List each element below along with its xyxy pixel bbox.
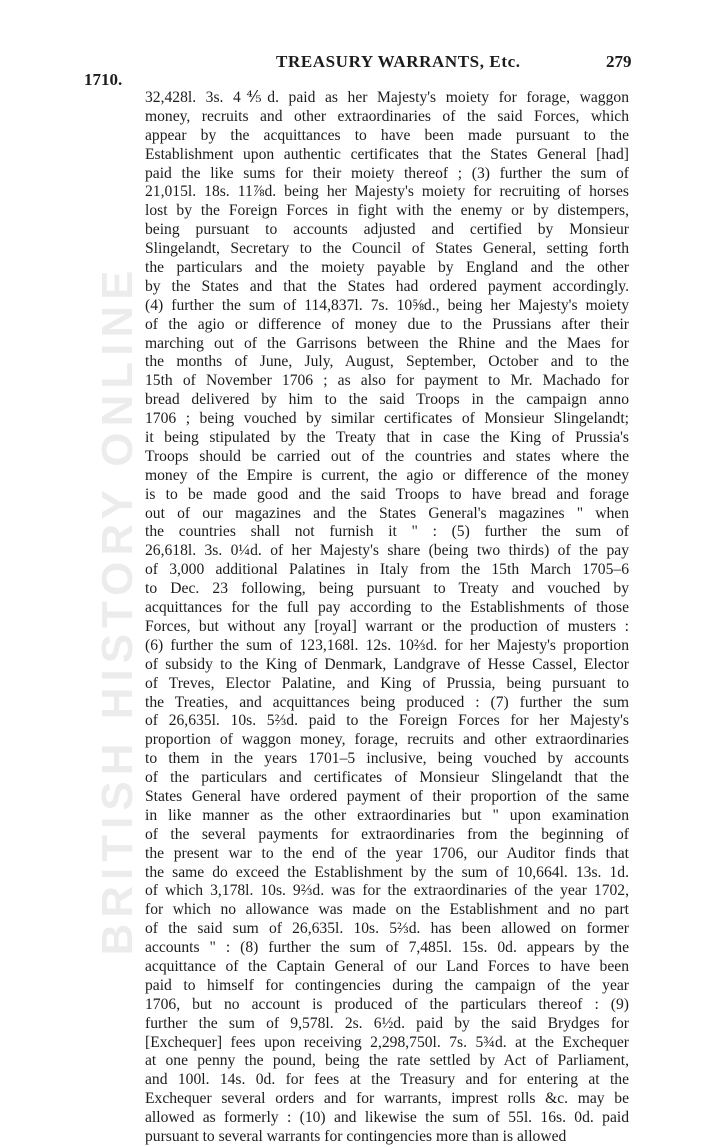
text-line: further the sum of 9,578l. 2s. 6½d. paid by the said Brydges for bbox=[145, 1014, 629, 1032]
text-line: of the agio or difference of money due to the Prussians after their bbox=[145, 315, 629, 333]
text-line: at one penny the pound, being the rate settled by Act of Parliament, bbox=[145, 1052, 629, 1070]
text-line: the countries shall not furnish it " : (5) further the sum of bbox=[145, 523, 629, 541]
text-line: acquittance of the Captain General of our Land Forces to have been bbox=[145, 957, 629, 975]
text-line: and 100l. 14s. 0d. for fees at the Treasury and for entering at the bbox=[145, 1071, 629, 1089]
text-line: pursuant to several warrants for contingencies more than is allowed bbox=[145, 1127, 567, 1145]
text-line: (4) further the sum of 114,837l. 7s. 10⅝d., being her Majesty's moiety bbox=[145, 296, 629, 314]
text-line: of the said sum of 26,635l. 10s. 5⅔d. has been allowed on former bbox=[145, 920, 629, 938]
text-line: (6) further the sum of 123,168l. 12s. 10⅔d. for her Majesty's proportion bbox=[145, 636, 629, 654]
text-line: being pursuant to accounts adjusted and certified by Monsieur bbox=[145, 221, 629, 239]
text-line: bread delivered by him to the said Troops in the campaign anno bbox=[145, 391, 629, 409]
text-line: of 3,000 additional Palatines in Italy from the 15th March 1705–6 bbox=[145, 561, 629, 579]
text-line: of subsidy to the King of Denmark, Landgrave of Hesse Cassel, Elector bbox=[145, 655, 629, 673]
text-line: money of the Empire is current, the agio or difference of the money bbox=[145, 466, 629, 484]
margin-year: 1710. bbox=[84, 70, 123, 89]
page-number: 279 bbox=[606, 52, 632, 71]
text-line: 15th of November 1706 ; as also for payment to Mr. Machado for bbox=[145, 372, 629, 390]
text-line: Exchequer several orders and for warrants, imprest rolls &c. may be bbox=[145, 1090, 629, 1108]
text-line: of 26,635l. 10s. 5⅔d. paid to the Foreign Forces for her Majesty's bbox=[145, 712, 629, 730]
text-line: in like manner as the other extraordinaries but " upon examination bbox=[145, 806, 629, 824]
text-line: allowed as formerly : (10) and likewise the sum of 55l. 16s. 0d. paid bbox=[145, 1109, 629, 1127]
text-line: marching out of the Garrisons between the Rhine and the Maes for bbox=[145, 334, 629, 352]
text-line: it being stipulated by the Treaty that in case the King of Prussia's bbox=[145, 429, 629, 447]
text-line: 32,428l. 3s. 4⅘d. paid as her Majesty's moiety for forage, waggon bbox=[145, 89, 629, 106]
text-line: of the several payments for extraordinaries from the beginning of bbox=[145, 825, 629, 843]
text-line: acquittances for the full pay according to the Establishments of those bbox=[145, 599, 629, 617]
running-title: TREASURY WARRANTS, Etc. bbox=[276, 52, 521, 71]
text-line: States General have ordered payment of their proportion of the same bbox=[145, 787, 629, 805]
text-line: Forces, but without any [royal] warrant or the production of musters : bbox=[145, 617, 629, 635]
text-line: accounts " : (8) further the sum of 7,485l. 15s. 0d. appears by the bbox=[145, 939, 629, 957]
text-line: of Treves, Elector Palatine, and King of Prussia, being pursuant to bbox=[145, 674, 629, 692]
text-line: 1706, but no account is produced of the particulars thereof : (9) bbox=[145, 995, 629, 1013]
text-line: paid to himself for contingencies during the campaign of the year bbox=[145, 976, 629, 994]
text-line: is to be made good and the said Troops to have bread and forage bbox=[145, 485, 629, 503]
text-line: the same do exceed the Establishment by the sum of 10,664l. 13s. 1d. bbox=[145, 863, 629, 881]
text-line: of the particulars and certificates of Monsieur Slingelandt that the bbox=[145, 769, 629, 787]
text-line: for which no allowance was made on the Establishment and no part bbox=[145, 901, 629, 919]
text-line: to Dec. 23 following, being pursuant to Treaty and vouched by bbox=[145, 580, 629, 598]
text-line: money, recruits and other extraordinaries of the said Forces, which bbox=[145, 107, 629, 125]
text-line: 26,618l. 3s. 0¼d. of her Majesty's share (being two thirds) of the pay bbox=[145, 542, 629, 560]
text-line: 1706 ; being vouched by similar certificates of Monsieur Slingelandt; bbox=[145, 410, 629, 428]
text-line: out of our magazines and the States General's magazines " when bbox=[145, 504, 629, 522]
text-line: Establishment upon authentic certificates that the States General [had] bbox=[145, 145, 629, 163]
text-line: the months of June, July, August, September, October and to the bbox=[145, 353, 629, 371]
text-line: the Treaties, and acquittances being produced : (7) further the sum bbox=[145, 693, 629, 711]
text-line: proportion of waggon money, forage, recruits and other extraordinaries bbox=[145, 731, 629, 749]
text-line: [Exchequer] fees upon receiving 2,298,750l. 7s. 5¾d. at the Exchequer bbox=[145, 1033, 629, 1051]
text-line: by the States and that the States had ordered payment accordingly. bbox=[145, 277, 629, 295]
text-line: Troops should be carried out of the countries and states where the bbox=[145, 447, 629, 465]
watermark-text: BRITISH HISTORY ONLINE bbox=[93, 264, 142, 956]
text-line: appear by the acquittances to have been made pursuant to the bbox=[145, 126, 629, 144]
text-line: lost by the Foreign Forces in fight with the enemy or by distempers, bbox=[145, 202, 629, 220]
text-line: 21,015l. 18s. 11⅞d. being her Majesty's moiety for recruiting of horses bbox=[145, 183, 629, 201]
body-text bbox=[145, 89, 629, 1147]
text-line: Slingelandt, Secretary to the Council of States General, setting forth bbox=[145, 240, 629, 258]
text-line: of which 3,178l. 10s. 9⅔d. was for the extraordinaries of the year 1702, bbox=[145, 882, 629, 900]
text-line: the particulars and the moiety payable by England and the other bbox=[145, 259, 629, 277]
text-line: to them in the years 1701–5 inclusive, being vouched by accounts bbox=[145, 750, 629, 768]
text-line: paid the like sums for their moiety thereof ; (3) further the sum of bbox=[145, 164, 629, 182]
text-line: the present war to the end of the year 1706, our Auditor finds that bbox=[145, 844, 629, 862]
